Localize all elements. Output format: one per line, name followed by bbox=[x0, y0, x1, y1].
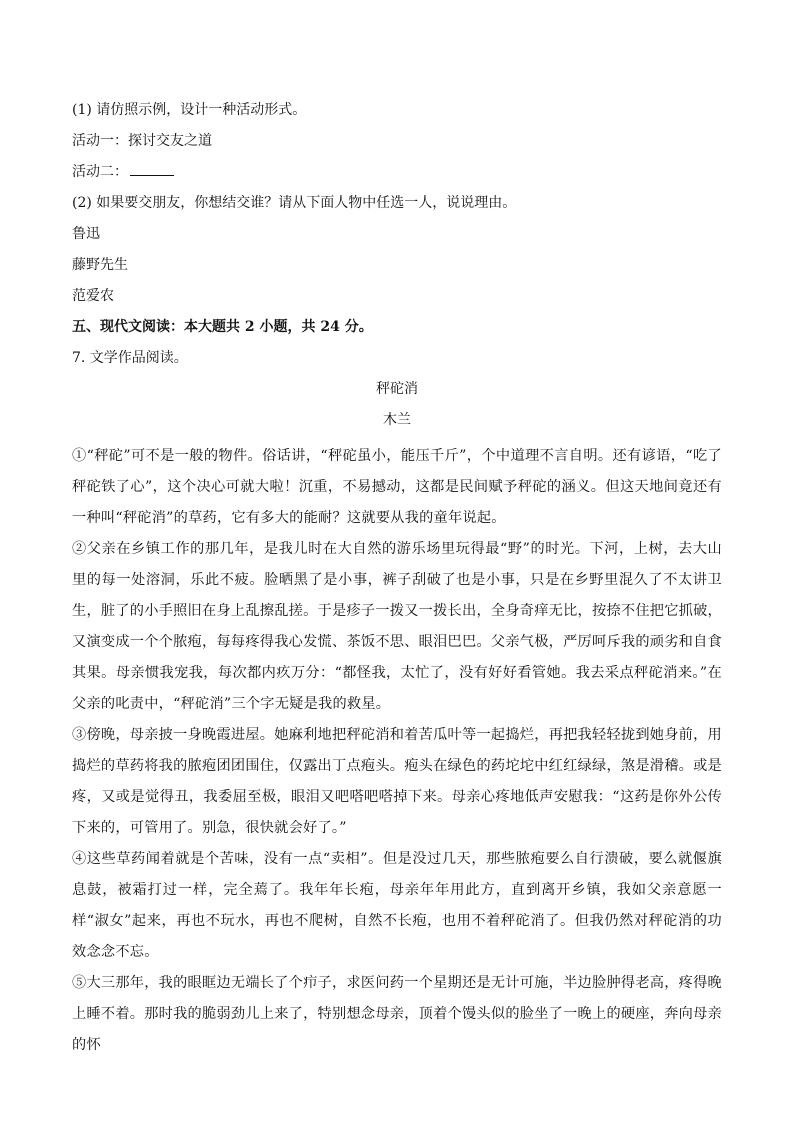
person-option: 藤野先生 bbox=[72, 257, 128, 273]
article-paragraph: ③傍晚，母亲披一身晚霞进屋。她麻利地把秤砣消和着苦瓜叶等一起捣烂，再把我轻轻拢到她身前，用捣烂的草药将我的脓疱团团围住，仅露出丁点疱头。疱头在绿色的药坨坨中红红绿绿，煞是滑稽。或是疼，又或是觉得丑，我委屈至极，眼泪又吧嗒吧嗒掉下来。母亲心疼地低声安慰我：“这药是你外公传下来的，可管用了。别急，很快就会好了。” bbox=[72, 727, 722, 836]
article-author: 木兰 bbox=[383, 412, 411, 428]
activity-2-label: 活动二： bbox=[72, 164, 128, 180]
document-page bbox=[72, 100, 722, 1061]
article-title: 秤砣消 bbox=[376, 381, 418, 397]
article-paragraph: ④这些草药闻着就是个苦味，没有一点“卖相”。但是没过几天，那些脓疱要么自行溃破，要么就偃旗息鼓，被霜打过一样，完全蔫了。我年年长疱，母亲年年用此方，直到离开乡镇，我如父亲意愿一样“淑女”起来，再也不玩水，再也不爬树，自然不长疱，也用不着秤砣消了。但我仍然对秤砣消的功效念念不忘。 bbox=[72, 851, 722, 960]
article-paragraph: ①“秤砣”可不是一般的物件。俗话讲，“秤砣虽小，能压千斤”，个中道理不言自明。还有谚语，“吃了秤砣铁了心”，这个决心可就大啦！沉重，不易撼动，这都是民间赋予秤砣的涵义。但这天地间竟还有一种叫“秤砣消”的草药，它有多大的能耐？这就要从我的童年说起。 bbox=[72, 448, 722, 526]
answer-blank[interactable] bbox=[130, 163, 174, 176]
article-paragraph: ⑤大三那年，我的眼眶边无端长了个疖子，求医问药一个星期还是无计可施，半边脸肿得老高，疼得晚上睡不着。那时我的脆弱劲儿上来了，特别想念母亲，顶着个馒头似的脸坐了一晚上的硬座，奔向母亲的怀 bbox=[72, 975, 722, 1053]
section-heading: 五、现代文阅读：本大题共 2 小题，共 24 分。 bbox=[72, 319, 373, 335]
question-2: (2) 如果要交朋友，你想结交谁？请从下面人物中任选一人，说说理由。 bbox=[72, 195, 517, 211]
activity-2 bbox=[72, 162, 722, 182]
question-item: 7. 文学作品阅读。 bbox=[72, 350, 188, 366]
article-paragraph: ②父亲在乡镇工作的那几年，是我儿时在大自然的游乐场里玩得最“野”的时光。下河，上树，去大山里的每一处溶洞，乐此不疲。脸晒黑了是小事，裤子刮破了也是小事，只是在乡野里混久了不太讲卫生，脏了的小手照旧在身上乱擦乱搓。于是疹子一拨又一拨长出，全身奇痒无比，按捺不住把它抓破，又演变成一个个脓疱，每每疼得我心发慌、茶饭不思、眼泪巴巴。父亲气极，严厉呵斥我的顽劣和自食其果。母亲惯我宠我，每次都内疚万分：“都怪我，太忙了，没有好好看管她。我去采点秤砣消来。”在父亲的叱责中，“秤砣消”三个字无疑是我的救星。 bbox=[72, 541, 722, 712]
question-1: (1) 请仿照示例，设计一种活动形式。 bbox=[72, 102, 307, 118]
person-option: 范爱农 bbox=[72, 288, 114, 304]
activity-1: 活动一：探讨交友之道 bbox=[72, 133, 212, 149]
person-option: 鲁迅 bbox=[72, 226, 100, 242]
